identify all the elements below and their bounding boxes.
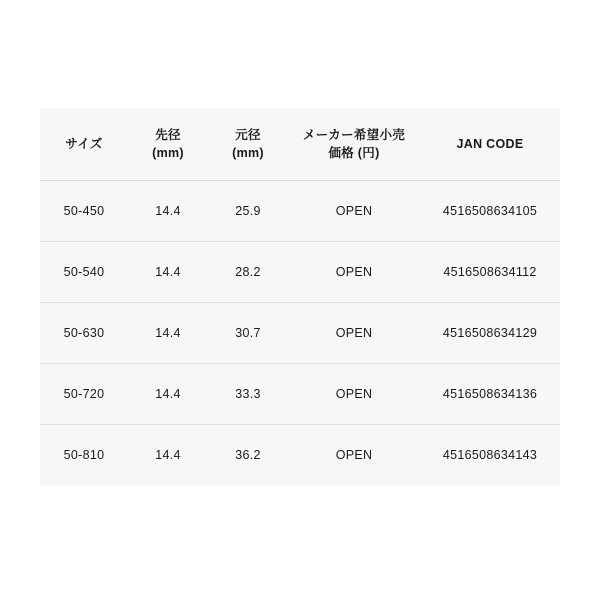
column-header-tip-diameter-line1: 先径	[155, 127, 181, 142]
cell-size: 50-540	[40, 242, 128, 303]
table-row	[40, 242, 560, 303]
cell-butt-diameter: 33.3	[208, 364, 288, 425]
cell-tip-diameter: 14.4	[155, 448, 181, 462]
column-header-tip-diameter-line2: (mm)	[152, 146, 184, 160]
table-body	[40, 181, 560, 486]
cell-price: OPEN	[288, 303, 420, 364]
cell-tip-diameter: 14.4	[128, 242, 208, 303]
cell-size: 50-450	[40, 181, 128, 242]
cell-butt-diameter: 25.9	[208, 181, 288, 242]
cell-price: OPEN	[288, 364, 420, 425]
cell-price: OPEN	[288, 181, 420, 242]
cell-jan-code: 4516508634105	[420, 181, 560, 242]
column-header-size	[40, 108, 128, 181]
cell-price: OPEN	[288, 242, 420, 303]
cell-jan-code: 4516508634129	[420, 303, 560, 364]
column-header-price-line1: メーカー希望小売	[302, 127, 406, 142]
cell-jan-code: 4516508634136	[420, 364, 560, 425]
cell-size: 50-810	[63, 448, 105, 462]
spec-table-container	[40, 108, 560, 485]
cell-tip-diameter: 14.4	[128, 303, 208, 364]
cell-size: 50-630	[40, 303, 128, 364]
column-header-jan-code	[420, 108, 560, 181]
cell-butt-diameter: 36.2	[235, 448, 261, 462]
column-header-price	[288, 108, 420, 181]
column-header-size-line1: サイズ	[65, 136, 103, 151]
table-header-row	[40, 108, 560, 181]
column-header-tip-diameter	[128, 108, 208, 181]
table-row	[40, 425, 560, 486]
specification-table	[40, 108, 560, 485]
column-header-price-line2: 価格 (円)	[328, 146, 380, 160]
table-row	[40, 303, 560, 364]
column-header-butt-diameter	[208, 108, 288, 181]
cell-jan-code: 4516508634112	[420, 242, 560, 303]
cell-butt-diameter: 30.7	[208, 303, 288, 364]
column-header-butt-diameter-line2: (mm)	[232, 146, 264, 160]
cell-tip-diameter: 14.4	[128, 364, 208, 425]
column-header-butt-diameter-line1: 元径	[235, 127, 261, 142]
table-row	[40, 181, 560, 242]
cell-jan-code: 4516508634143	[442, 448, 538, 462]
cell-butt-diameter: 28.2	[208, 242, 288, 303]
table-row	[40, 364, 560, 425]
cell-tip-diameter: 14.4	[128, 181, 208, 242]
cell-size: 50-720	[40, 364, 128, 425]
column-header-jan-code-line1: JAN CODE	[456, 136, 524, 151]
cell-price: OPEN	[335, 448, 373, 462]
table-header	[40, 108, 560, 181]
